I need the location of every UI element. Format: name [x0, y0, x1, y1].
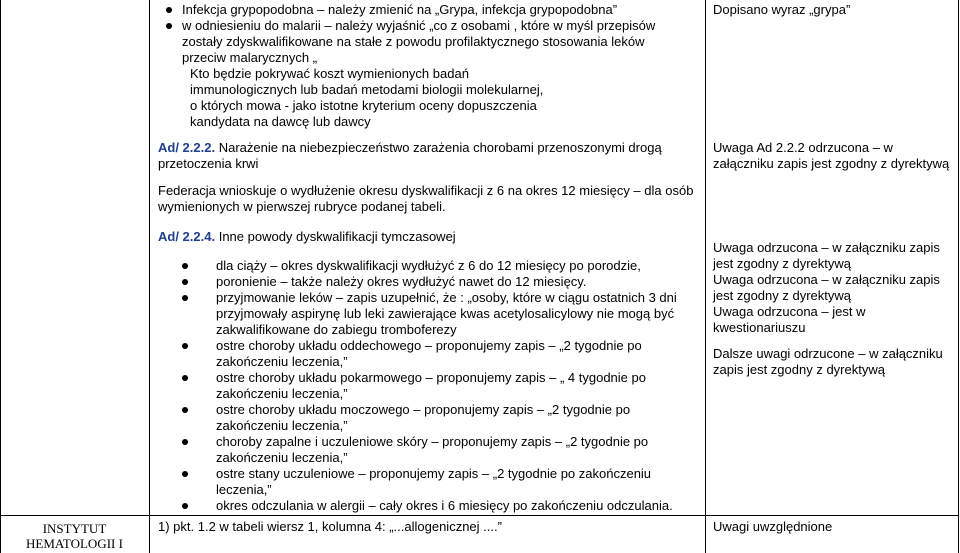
comment-text: 1) pkt. 1.2 w tabeli wiersz 1, kolumna 4: „...allogenicznej ....” — [158, 519, 502, 534]
text-line: zakończeniu leczenia,” — [216, 450, 348, 465]
response-note — [713, 519, 956, 535]
institution-name — [0, 521, 149, 551]
bullet-icon — [182, 263, 188, 269]
text-line: poronienie – także należy okres wydłużyć nawet do 12 miesięcy. — [216, 274, 587, 289]
list-item — [158, 338, 703, 370]
text-line: zakończeniu leczenia,” — [216, 386, 348, 401]
top-bullet-list — [158, 2, 703, 34]
table-border-left — [0, 0, 1, 553]
text-line: kandydata na dawcę lub dawcy — [190, 114, 371, 129]
ad-224-section — [158, 229, 703, 245]
column-divider — [149, 0, 150, 553]
list-item — [158, 402, 703, 434]
response-text: jest zgodny z dyrektywą — [713, 256, 852, 271]
text-line: zakończeniu leczenia,” — [216, 418, 348, 433]
row-divider — [0, 515, 959, 516]
response-text: kwestionariuszu — [713, 320, 806, 335]
response-note — [713, 240, 956, 336]
section-text: Narażenie na niebezpieczeństwo zarażenia chorobami przenoszonymi drogą — [218, 140, 662, 155]
text-line: przyjmowały aspirynę lub leki zawierające kwas acetylosalicylowy nie mogą być — [216, 306, 675, 321]
response-text: zapis jest zgodny z dyrektywą — [713, 362, 885, 377]
bullet-icon — [182, 279, 188, 285]
list-item — [158, 258, 703, 274]
bullet-icon — [182, 503, 188, 509]
main-comments — [158, 2, 703, 130]
response-text: Dopisano wyraz „grypa” — [713, 2, 851, 17]
federacja-paragraph — [158, 183, 703, 215]
text-line: dla ciąży – okres dyskwalifikacji wydłużyć z 6 do 12 miesięcy po porodzie, — [216, 258, 641, 273]
text-line: zostały zdyskwalifikowane na stałe z powodu profilaktycznego stosowania leków — [182, 34, 645, 49]
list-item — [158, 466, 703, 498]
bullet-icon — [166, 23, 172, 29]
section-text: przetoczenia krwi — [158, 156, 259, 171]
response-text: Uwaga odrzucona – jest w — [713, 304, 866, 319]
text-line: o których mowa - jako istotne kryterium oceny dopuszczenia — [190, 98, 537, 113]
bottom-comment — [158, 519, 703, 535]
bullet-icon — [182, 439, 188, 445]
response-text: Uwaga Ad 2.2.2 odrzucona – w — [713, 140, 893, 155]
bullet-icon — [166, 7, 172, 13]
text-line: zakończeniu leczenia,” — [216, 354, 348, 369]
question-text — [158, 66, 703, 130]
institution-line: HEMATOLOGII I — [26, 536, 123, 551]
list-item — [158, 434, 703, 466]
text-line: okres odczulania w alergii – cały okres i 6 miesięcy po zakończeniu odczulania. — [216, 498, 673, 513]
text-line: immunologicznych lub badań metodami biologii molekularnej, — [190, 82, 544, 97]
response-note — [713, 2, 956, 18]
text-line: wymienionych w pierwszej rubryce podanej tabeli. — [158, 199, 446, 214]
bullet-icon — [182, 375, 188, 381]
response-text: załączniku zapis jest zgodny z dyrektywą — [713, 156, 950, 171]
text-line: ostre stany uczuleniowe – proponujemy zapis – „2 tygodnie po zakończeniu — [216, 466, 652, 481]
list-item — [158, 2, 703, 18]
list-item — [158, 498, 703, 514]
response-text: Uwaga odrzucona – w załączniku zapis — [713, 240, 940, 255]
section-reference: Ad/ 2.2.2. — [158, 140, 216, 155]
institution-line: INSTYTUT — [42, 521, 107, 536]
list-item — [158, 274, 703, 290]
comment-text: Infekcja grypopodobna – należy zmienić na „Grypa, infekcja grypopodobna” — [182, 2, 618, 17]
table-border-right — [958, 0, 959, 553]
disqualification-list — [158, 258, 703, 514]
column-divider — [705, 0, 706, 553]
response-text: jest zgodny z dyrektywą — [713, 288, 852, 303]
response-text: Dalsze uwagi odrzucone – w załączniku — [713, 346, 943, 361]
text-line: Kto będzie pokrywać koszt wymienionych badań — [190, 66, 469, 81]
bullet-icon — [182, 407, 188, 413]
response-note — [713, 140, 956, 172]
comment-continuation — [158, 34, 703, 66]
list-item — [158, 18, 703, 34]
bullet-list — [158, 258, 703, 514]
bullet-icon — [182, 471, 188, 477]
response-text: Uwaga odrzucona – w załączniku zapis — [713, 272, 940, 287]
text-line: choroby zapalne i uczuleniowe skóry – proponujemy zapis – „2 tygodnie po — [216, 434, 649, 449]
list-item — [158, 290, 703, 338]
text-line: zakwalifikowane do zabiegu tromboferezy — [216, 322, 457, 337]
section-reference: Ad/ 2.2.4. — [158, 229, 216, 244]
text-line: ostre choroby układu moczowego – proponujemy zapis – „2 tygodnie po — [216, 402, 631, 417]
text-line: przeciw malarycznych „ — [182, 50, 318, 65]
text-line: przyjmowanie leków – zapis uzupełnić, że : „osoby, które w ciągu ostatnich 3 dni — [216, 290, 677, 305]
text-line: ostre choroby układu pokarmowego – proponujemy zapis – „ 4 tygodnie po — [216, 370, 646, 385]
ad-222-section — [158, 140, 703, 172]
bullet-icon — [182, 343, 188, 349]
response-text: Uwagi uwzględnione — [713, 519, 833, 534]
response-note — [713, 346, 956, 378]
list-item — [158, 370, 703, 402]
text-line: leczenia,” — [216, 482, 272, 497]
comment-text: w odniesieniu do malarii – należy wyjaśnić „co z osobami , które w myśl przepisów — [182, 18, 656, 33]
text-line: Federacja wnioskuje o wydłużenie okresu dyskwalifikacji z 6 na okres 12 miesięcy – dla osób — [158, 183, 694, 198]
bullet-icon — [182, 295, 188, 301]
text-line: ostre choroby układu oddechowego – proponujemy zapis – „2 tygodnie po — [216, 338, 642, 353]
section-text: Inne powody dyskwalifikacji tymczasowej — [218, 229, 456, 244]
